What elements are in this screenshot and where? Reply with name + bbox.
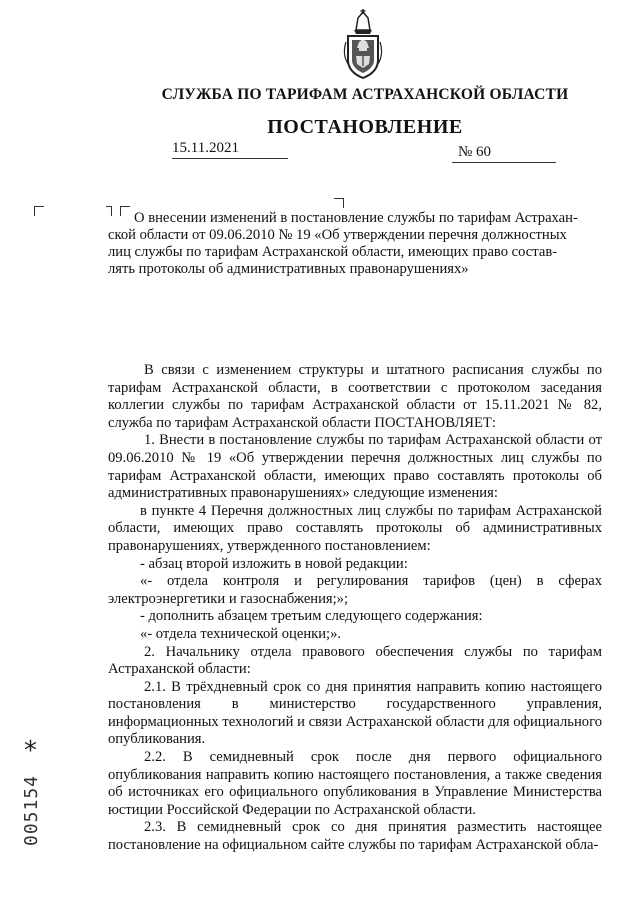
paragraph-quote-2: «- отдела технической оценки;». bbox=[140, 625, 342, 642]
subject-bracket-right bbox=[334, 198, 344, 208]
subject-line: О внесении изменений в постановление службы по тарифам Астрахан- bbox=[134, 210, 578, 226]
margin-star-mark: * bbox=[24, 736, 37, 766]
paragraph-dash-1: - абзац второй изложить в новой редакции: bbox=[140, 555, 408, 572]
document-date: 15.11.2021 bbox=[172, 140, 288, 159]
paragraph-preamble: В связи с изменением структуры и штатного расписания службы по тарифам Астраханской области, в соответствии с протоколом заседания коллегии службы по тарифам Астраханской области от 15.11.2021 № 82, служба по тарифам Астраханской области ПОСТАНОВЛЯЕТ: bbox=[108, 362, 602, 431]
document-body bbox=[108, 362, 602, 855]
paragraph-item-2-2: 2.2. В семидневный срок после дня первого официального опубликования направить копию настоящего постановления, а также сведения об источниках его официального опубликования в Управление Министерства юстиции Российской Федерации по Астраханской области. bbox=[108, 749, 602, 818]
subject-line: лять протоколы об административных правонарушениях» bbox=[108, 261, 469, 277]
coat-of-arms-icon bbox=[340, 8, 386, 80]
paragraph-dash-2: - дополнить абзацем третьим следующего содержания: bbox=[140, 608, 483, 625]
paragraph-item-2-3: 2.3. В семидневный срок со дня принятия разместить настоящее постановление на официальном сайте службы по тарифам Астраханской обла- bbox=[108, 819, 602, 854]
subject-line: ской области от 09.06.2010 № 19 «Об утверждении перечня должностных bbox=[108, 227, 567, 243]
document-number: № 60 bbox=[452, 144, 556, 163]
paragraph-item-1: 1. Внести в постановление службы по тарифам Астраханской области от 09.06.2010 № 19 «Об утверждении перечня должностных лиц службы по тарифам Астраханской области, имеющих право составлять протоколы об административных правонарушениях» следующие изменения: bbox=[108, 432, 602, 502]
subject-bracket-left bbox=[34, 206, 44, 216]
paragraph-item-2-1: 2.1. В трёхдневный срок со дня принятия направить копию настоящего постановления в министерство государственного управления, информационных технологий и связи Астраханской области для официального опубликования. bbox=[108, 678, 602, 748]
paragraph-quote-1: «- отдела контроля и регулирования тарифов (цен) в сферах электроэнергетики и газоснабжения;»; bbox=[108, 573, 602, 607]
paragraph-item-1-intro: в пункте 4 Перечня должностных лиц службы по тарифам Астраханской области, имеющих право составлять протоколы об административных правонарушениях, утвержденного постановлением: bbox=[108, 502, 602, 554]
margin-serial-number: 005154 bbox=[21, 774, 43, 847]
paragraph-item-2: 2. Начальнику отдела правового обеспечения службы по тарифам Астраханской области: bbox=[108, 643, 602, 678]
document-type: ПОСТАНОВЛЕНИЕ bbox=[267, 116, 463, 138]
agency-name: СЛУЖБА ПО ТАРИФАМ АСТРАХАНСКОЙ ОБЛАСТИ bbox=[161, 86, 569, 103]
subject-line: лиц службы по тарифам Астраханской области, имеющих право состав- bbox=[108, 244, 558, 260]
document-subject bbox=[108, 210, 604, 278]
